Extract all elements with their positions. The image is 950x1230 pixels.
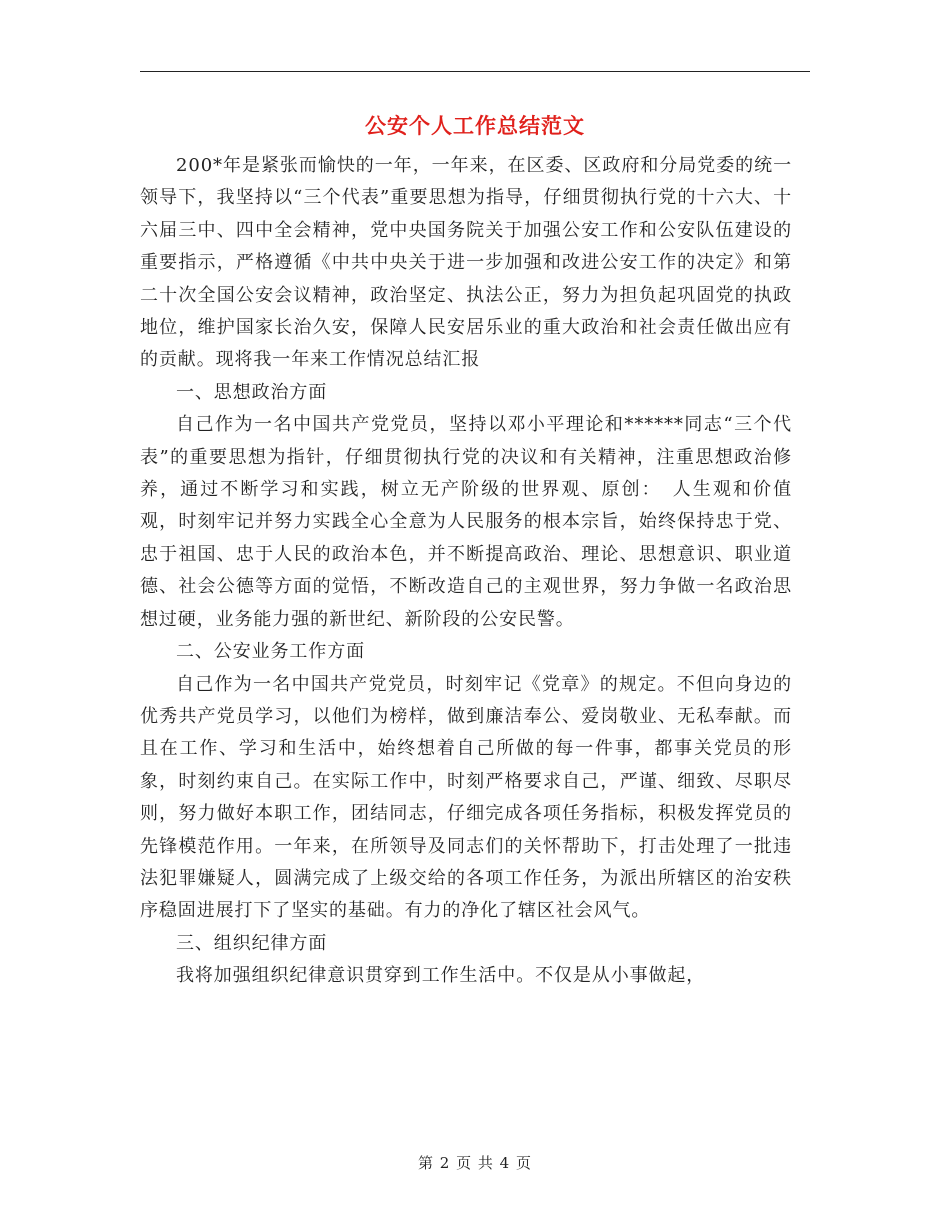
- section-body-police-work: 自己作为一名中国共产党党员，时刻牢记《党章》的规定。不但向身边的优秀共产党员学习，以他们为榜样，做到廉洁奉公、爱岗敬业、无私奉献。而且在工作、学习和生活中，始终想着自己所做的每一件事，都事关党员的形象，时刻约束自己。在实际工作中，时刻严格要求自己，严谨、细致、尽职尽则，努力做好本职工作，团结同志，仔细完成各项任务指标，积极发挥党员的先锋模范作用。一年来，在所领导及同志们的关怀帮助下，打击处理了一批违法犯罪嫌疑人，圆满完成了上级交给的各项工作任务，为派出所辖区的治安秩序稳固进展打下了坚实的基础。有力的净化了辖区社会风气。: [140, 673, 792, 922]
- section-body-discipline: 我将加强组织纪律意识贯穿到工作生活中。不仅是从小事做起，: [176, 965, 706, 987]
- section-heading-politics: 一、思想政治方面: [176, 381, 328, 403]
- section-heading-discipline: 三、组织纪律方面: [176, 932, 328, 954]
- document-body: [140, 150, 792, 993]
- page-footer: 第 2 页 共 4 页: [418, 1154, 532, 1172]
- intro-paragraph: 200*年是紧张而愉快的一年，一年来，在区委、区政府和分局党委的统一领导下，我坚持以“三个代表”重要思想为指导，仔细贯彻执行党的十六大、十六届三中、四中全会精神，党中央国务院关于加强公安工作和公安队伍建设的重要指示，严格遵循《中共中央关于进一步加强和改进公安工作的决定》和第二十次全国公安会议精神，政治坚定、执法公正，努力为担负起巩固党的执政地位，维护国家长治久安，保障人民安居乐业的重大政治和社会责任做出应有的贡献。现将我一年来工作情况总结汇报: [140, 155, 792, 371]
- section-body-politics: 自己作为一名中国共产党党员，坚持以邓小平理论和******同志“三个代表”的重要思想为指针，仔细贯彻执行党的决议和有关精神，注重思想政治修养，通过不断学习和实践，树立无产阶级的世界观、原创： 人生观和价值观，时刻牢记并努力实践全心全意为人民服务的根本宗旨，始终保持忠于党、忠于祖国、忠于人民的政治本色，并不断提高政治、理论、思想意识、职业道德、社会公德等方面的觉悟，不断改造自己的主观世界，努力争做一名政治思想过硬，业务能力强的新世纪、新阶段的公安民警。: [140, 414, 792, 630]
- section-heading-police-work: 二、公安业务工作方面: [176, 641, 365, 663]
- header-rule: [140, 71, 810, 72]
- document-title: 公安个人工作总结范文: [365, 113, 585, 138]
